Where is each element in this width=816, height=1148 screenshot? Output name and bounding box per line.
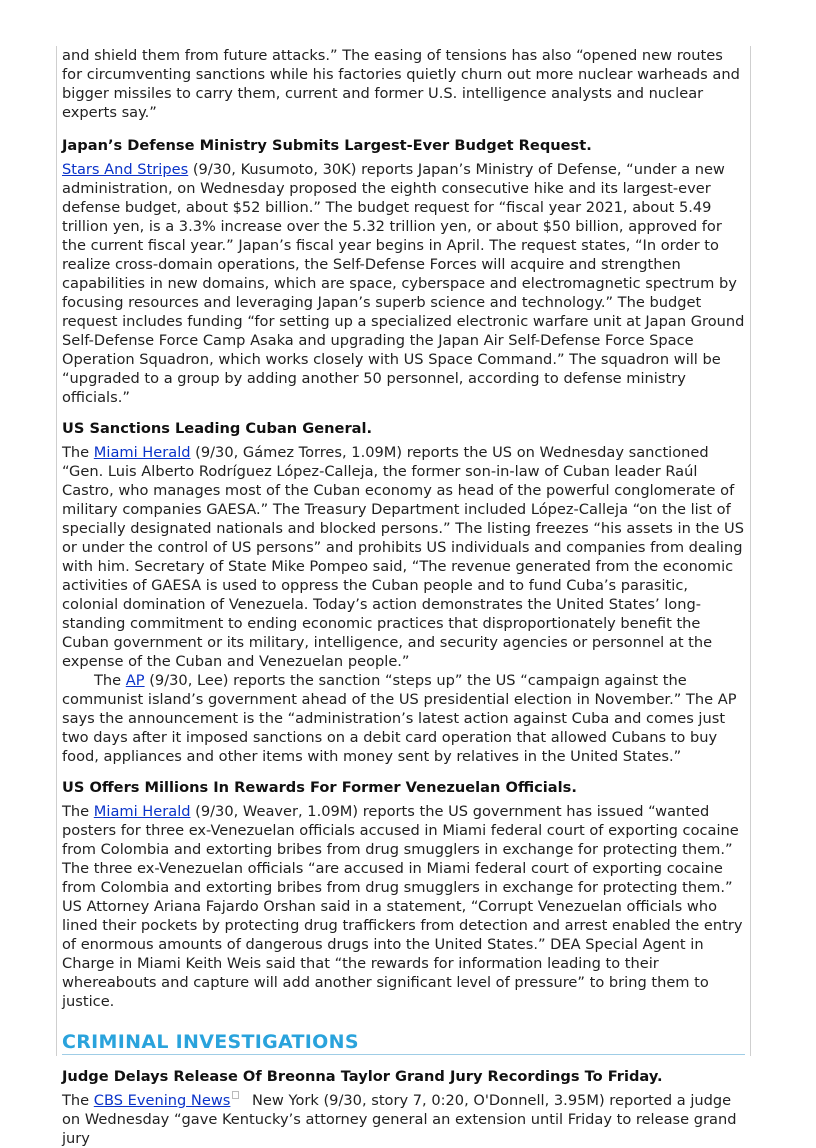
venezuela-prefix: The: [62, 803, 94, 820]
cuba-p1-body: (9/30, Gámez Torres, 1.09M) reports the US on Wednesday sanctioned “Gen. Luis Alberto Rodríguez López-Calleja, the former son-in-law of Cuban leader Raúl Castro, who manages most of the Cuban economy as head of the powerful conglomerate of military companies GAESA.” The Treasury Department included López-Calleja “on the list of specially designated nationals and blocked persons.” The listing freezes “his assets in the US or under the control of US persons” and prohibits US individuals and companies from dealing with him. Secretary of State Mike Pompeo said, “The revenue generated from the economic activities of GAESA is used to oppress the Cuban people and to fund Cuba’s parasitic, colonial domination of Venezuela. Today’s action demonstrates the United States’ long-standing commitment to ending economic practices that disproportionately benefit the Cuban government or its military, intelligence, and security agencies or personnel at the expense of the Cuban and Venezuelan people.”: [62, 444, 744, 670]
cuba-paragraph-1: [62, 443, 745, 671]
cuba-p1-prefix: The: [62, 444, 94, 461]
cuba-headline: US Sanctions Leading Cuban General.: [62, 420, 373, 437]
venezuela-paragraph: [62, 802, 745, 1011]
cuba-source-link-2[interactable]: AP: [125, 672, 145, 689]
japan-body: (9/30, Kusumoto, 30K) reports Japan’s Ministry of Defense, “under a new administration, on Wednesday proposed the eighth consecutive hike and its largest-ever defense budget, about $52 billion.” The budget request for “fiscal year 2021, about 5.49 trillion yen, is a 3.3% increase over the 5.32 trillion yen, or about $50 billion, approved for the current fiscal year.” Japan’s fiscal year begins in April. The request states, “In order to realize cross-domain operations, the Self-Defense Forces will acquire and strengthen capabilities in new domains, which are space, cyberspace and electromagnetic spectrum by focusing resources and leveraging Japan’s superb science and technology.” The budget request includes funding “for setting up a specialized electronic warfare unit at Japan Ground Self-Defense Force Camp Asaka and upgrading the Japan Air Self-Defense Force Space Operation Squadron, which works closely with US Space Command.” The squadron will be “upgraded to a group by adding another 50 personnel, according to defense ministry officials.”: [62, 161, 745, 406]
cuba-paragraph-2: [62, 671, 745, 766]
cuba-p2-prefix: The: [94, 672, 126, 689]
taylor-body: New York (9/30, story 7, 0:20, O'Donnell, 3.95M) reported a judge on Wednesday “gave Kentucky’s attorney general an extension until Friday to release grand jury: [62, 1092, 737, 1147]
taylor-headline: Judge Delays Release Of Breonna Taylor Grand Jury Recordings To Friday.: [62, 1068, 663, 1085]
japan-headline: Japan’s Defense Ministry Submits Largest-Ever Budget Request.: [62, 137, 592, 154]
intro-paragraph: and shield them from future attacks.” The easing of tensions has also “opened new routes for circumventing sanctions while his factories quietly churn out more nuclear warheads and bigger missiles to carry them, current and former U.S. intelligence analysts and nuclear experts say.”: [62, 47, 740, 121]
cuba-p2-body: (9/30, Lee) reports the sanction “steps up” the US “campaign against the communist island’s government ahead of the US presidential election in November.” The AP says the announcement is the “administration’s latest action against Cuba and comes just two days after it imposed sanctions on a debit card operation that allowed Cubans to buy food, appliances and other items with money sent by relatives in the United States.”: [62, 672, 737, 765]
japan-source-link[interactable]: Stars And Stripes: [62, 161, 189, 178]
section-heading: CRIMINAL INVESTIGATIONS: [62, 1031, 745, 1055]
video-icon[interactable]: [232, 1091, 239, 1099]
venezuela-source-link[interactable]: Miami Herald: [93, 803, 191, 820]
taylor-source-link[interactable]: CBS Evening News: [93, 1092, 231, 1109]
document-column: [56, 46, 751, 1147]
cuba-source-link-1[interactable]: Miami Herald: [93, 444, 191, 461]
taylor-paragraph: [62, 1091, 745, 1148]
japan-paragraph: [62, 160, 745, 407]
venezuela-body: (9/30, Weaver, 1.09M) reports the US government has issued “wanted posters for three ex-Venezuelan officials accused in Miami federal court of exporting cocaine from Colombia and extorting bribes from drug smugglers in exchange for protecting them.” The three ex-Venezuelan officials “are accused in Miami federal court of exporting cocaine from Colombia and extorting bribes from drug smugglers in exchange for protecting them.” US Attorney Ariana Fajardo Orshan said in a statement, “Corrupt Venezuelan officials who lined their pockets by protecting drug traffickers from detection and arrest enabled the entry of enormous amounts of dangerous drugs into the United States.” DEA Special Agent in Charge in Miami Keith Weis said that “the rewards for information leading to their whereabouts and capture will add another significant level of pressure” to bring them to justice.: [62, 803, 743, 1010]
taylor-prefix: The: [62, 1092, 94, 1109]
venezuela-headline: US Offers Millions In Rewards For Former Venezuelan Officials.: [62, 779, 577, 796]
